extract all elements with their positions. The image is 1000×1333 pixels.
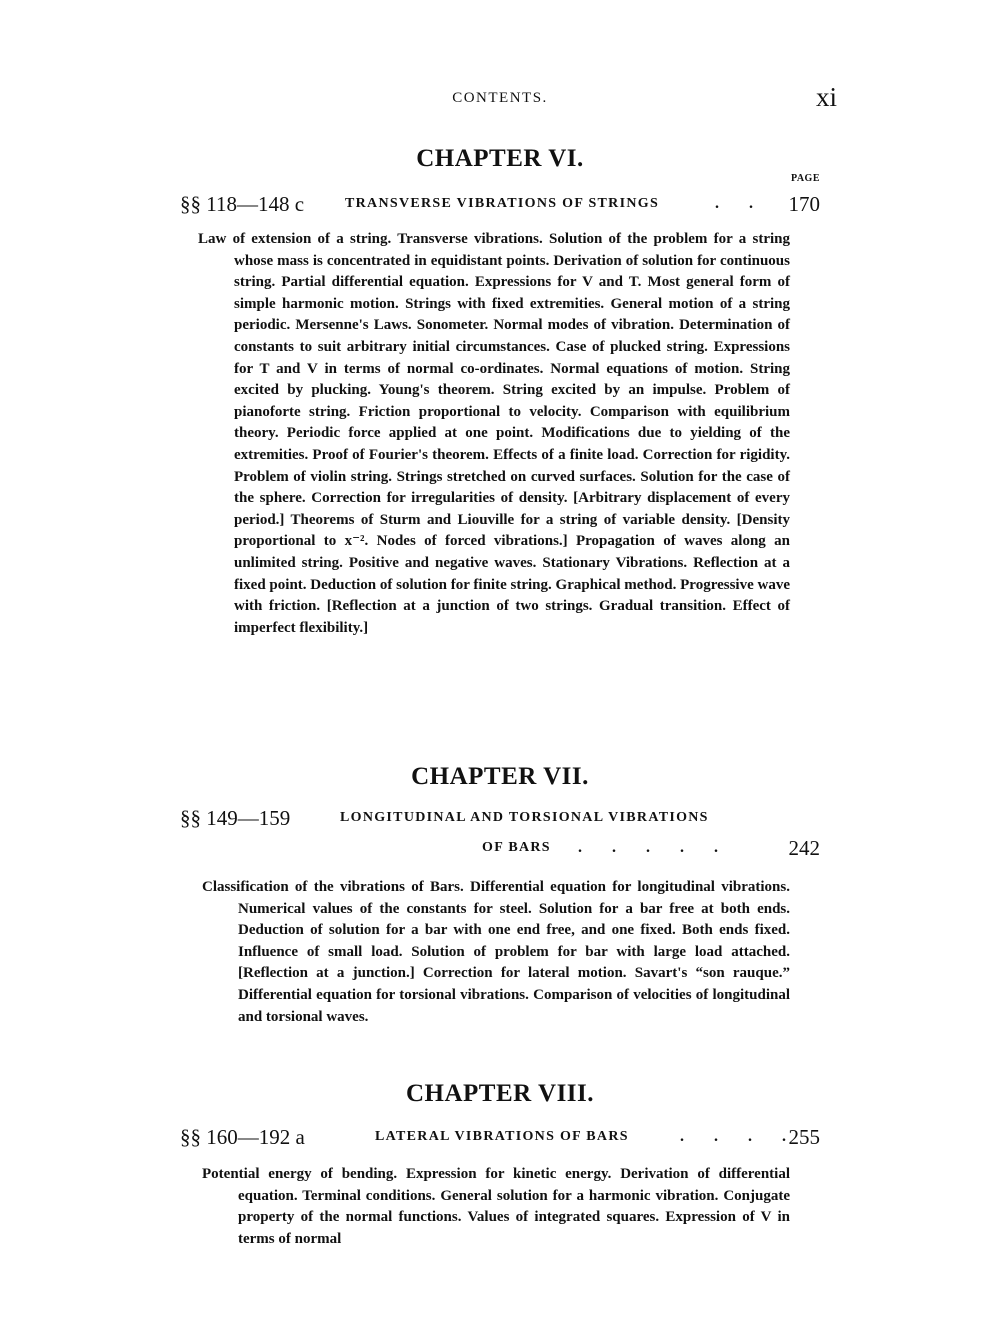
section-title-cont: OF BARS — [482, 840, 551, 855]
summary-text: Law of extension of a string. Transverse vibrations. Solution of the problem for a string whose mass is concentrated in equidistant points. Derivation of solution for continuous string. Partial differential equation. Expressions for V and T. Most general form of simple harmonic motion. Strings with fixed extremities. General motion of a string periodic. Mersenne's Laws. Sonometer. Normal modes of vibration. Determination of constants to suit arbitrary initial circumstances. Case of plucked string. Expressions for T and V in terms of normal co-ordinates. Normal equations of motion. String excited by plucking. Young's theorem. String excited by an impulse. Problem of pianoforte string. Friction proportional to velocity. Comparison with equilibrium theory. Periodic force applied at one point. Modifications due to yielding of the extremities. Proof of Fourier's theorem. Effects of a finite load. Correction for rigidity. Problem of violin string. Strings stretched on curved surfaces. Solution for the case of the sphere. Correction for irregularities of density. [Arbitrary displacement of every period.] Theorems of Sturm and Liouville for a string of variable density. [Density proportional to x⁻². Nodes of forced vibrations.] Propagation of waves along an unlimited string. Positive and negative waves. Stationary Vibrations. Reflection at a fixed point. Deduction of solution for finite string. Graphical method. Progressive wave with friction. [Reflection at a junction of two strings. Gradual transition. Effect of imperfect flexibility.] — [198, 231, 790, 636]
dot-leaders: . . . . — [680, 1128, 799, 1145]
section-title: TRANSVERSE VIBRATIONS OF STRINGS — [345, 196, 660, 211]
chapter-7 — [180, 761, 820, 1028]
section-page: 242 — [788, 836, 820, 860]
section-heading — [180, 1122, 820, 1152]
chapter-summary — [202, 877, 790, 1028]
chapter-summary — [202, 1164, 790, 1250]
section-page: 170 — [788, 192, 820, 216]
section-title: LONGITUDINAL AND TORSIONAL VIBRATIONS — [340, 810, 709, 825]
chapter-8 — [180, 1078, 820, 1250]
chapter-summary — [198, 229, 790, 639]
summary-text: Classification of the vibrations of Bars. Differential equation for longitudinal vibrations. Numerical values of the constants for steel. Solution for a bar free at both ends. Deduction of solution for a bar with one end free, and one fixed. Both ends fixed. Influence of small load. Solution of problem for bar with large load attached. [Reflection at a junction.] Correction for lateral motion. Savart's “son rauque.” Differential equation for torsional vibrations. Comparison of velocities of longitudinal and torsional waves. — [202, 879, 790, 1025]
page-number: xi — [816, 82, 838, 112]
section-heading-line2 — [180, 833, 820, 863]
chapter-title: CHAPTER VIII. — [405, 1080, 595, 1107]
section-page: 255 — [788, 1125, 820, 1149]
running-head — [0, 82, 1000, 114]
section-range: §§ 118—148 c — [180, 192, 305, 216]
section-range: §§ 149—159 — [180, 806, 291, 830]
chapter-title: CHAPTER VI. — [416, 145, 584, 172]
chapter-title: CHAPTER VII. — [411, 763, 589, 790]
dot-leaders: . . . . . — [578, 839, 731, 856]
page-column-label: PAGE — [790, 173, 820, 184]
summary-text: Potential energy of bending. Expression for kinetic energy. Derivation of differential equation. Terminal conditions. General solution for a harmonic vibration. Conjugate property of the normal functions. Values of integrated squares. Expression of V in terms of normal — [202, 1166, 790, 1247]
running-title: CONTENTS. — [452, 90, 548, 106]
chapter-6 — [180, 143, 820, 639]
section-heading — [180, 189, 820, 219]
dot-leaders: . . — [715, 195, 766, 212]
section-heading — [180, 803, 820, 833]
section-range: §§ 160—192 a — [180, 1125, 305, 1149]
section-title: LATERAL VIBRATIONS OF BARS — [375, 1129, 629, 1144]
